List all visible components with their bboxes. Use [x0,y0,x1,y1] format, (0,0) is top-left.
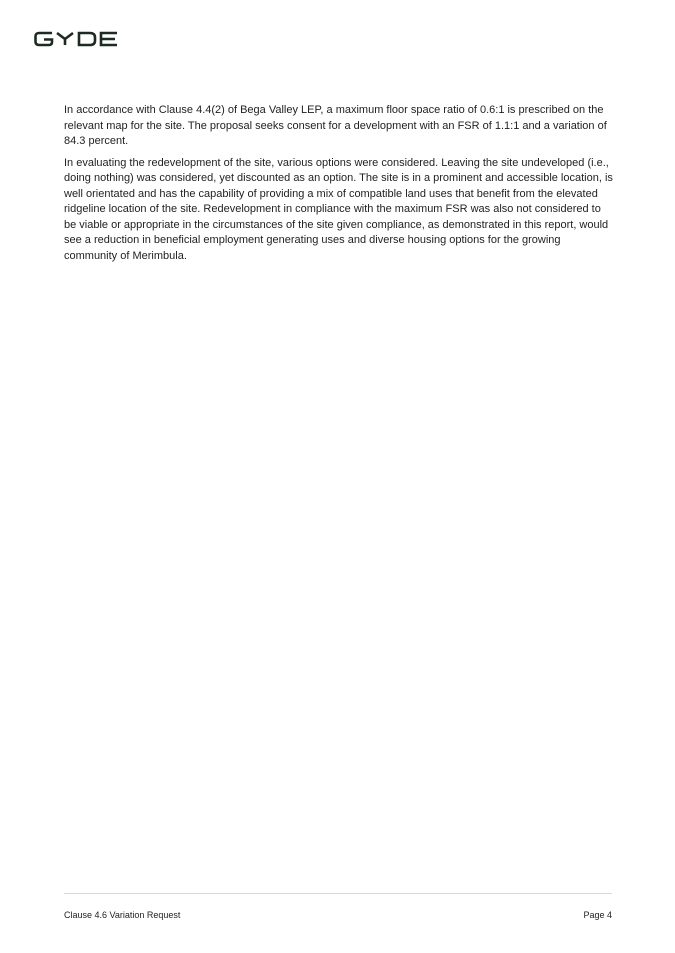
gyde-logo-mark [33,28,129,50]
report-body [64,103,614,270]
footer-document-title: Clause 4.6 Variation Request [64,910,181,920]
gyde-logo [33,28,129,50]
paragraph-options-evaluation: In evaluating the redevelopment of the site, various options were considered. Leaving the site undeveloped (i.e., doing nothing) was considered, yet discounted as an option. The site is in a prominent and accessible location, is well orientated and has the capability of providing a mix of compatible land uses that benefit from the elevated ridgeline location of the site. Redevelopment in compliance with the maximum FSR was also not considered to be viable or appropriate in the circumstances of the site given compliance, as demonstrated in this report, would see a reduction in beneficial employment generating uses and diverse housing options for the growing community of Merimbula. [64,156,613,262]
footer-divider [64,893,612,894]
paragraph-fsr-clause: In accordance with Clause 4.4(2) of Bega Valley LEP, a maximum floor space ratio of 0.6:1 is prescribed on the relevant map for the site. The proposal seeks consent for a development with an FSR of 1.1:1 and a variation of 84.3 percent. [64,104,607,147]
footer-page-number: Page 4 [583,910,612,920]
